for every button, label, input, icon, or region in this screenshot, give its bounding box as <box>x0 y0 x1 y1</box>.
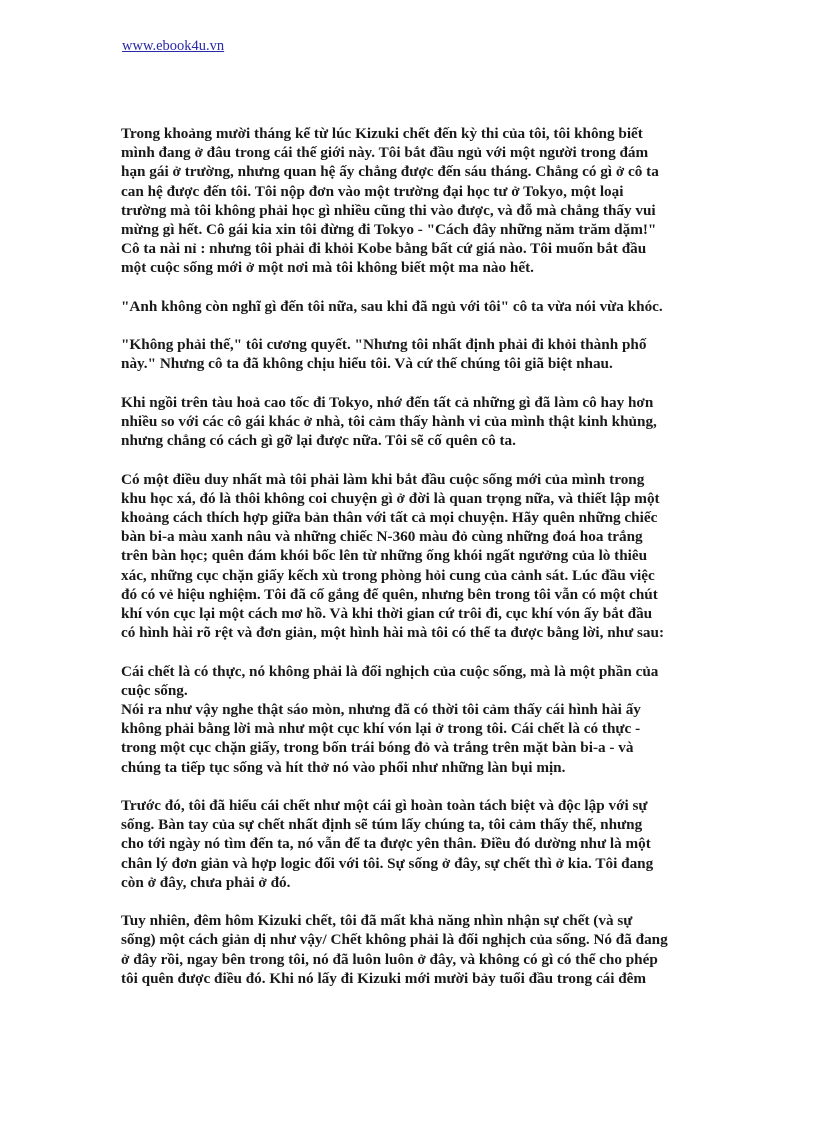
text-line: có hình hài rõ rệt và đơn giản, một hình hài mà tôi có thể ta được bằng lời, như sau: <box>121 624 665 642</box>
text-line: chúng ta tiếp tục sống và hít thở nó vào phổi như những làn bụi mịn. <box>121 758 566 776</box>
text-line: cuộc sống. <box>121 681 188 699</box>
paragraph <box>121 124 701 278</box>
text-line: cho tới ngày nó tìm đến ta, nó vẫn để ta được yên thân. Điều đó dường như là một <box>121 835 651 853</box>
text-line: còn ở đây, chưa phải ở đó. <box>121 873 291 891</box>
text-line: Có một điều duy nhất mà tôi phải làm khi bắt đầu cuộc sống mới của mình trong <box>121 470 645 488</box>
paragraph <box>121 700 701 777</box>
paragraph <box>121 470 701 643</box>
text-line: "Anh không còn nghĩ gì đến tôi nữa, sau khi đã ngủ với tôi" cô ta vừa nói vừa khóc. <box>121 297 663 315</box>
text-line: Cái chết là có thực, nó không phải là đối nghịch của cuộc sống, mà là một phần của <box>121 662 659 680</box>
text-line: Tuy nhiên, đêm hôm Kizuki chết, tôi đã mất khả năng nhìn nhận sự chết (và sự <box>121 912 633 930</box>
header-link[interactable]: www.ebook4u.vn <box>122 38 225 54</box>
text-line: này." Nhưng cô ta đã không chịu hiểu tôi. Và cứ thế chúng tôi giã biệt nhau. <box>121 355 613 373</box>
paragraph <box>121 796 701 892</box>
paragraph <box>121 662 701 700</box>
text-line: "Không phải thế," tôi cương quyết. "Nhưng tôi nhất định phải đi khỏi thành phố <box>121 336 647 354</box>
text-line: Khi ngồi trên tàu hoả cao tốc đi Tokyo, nhớ đến tất cả những gì đã làm cô hay hơn <box>121 393 654 411</box>
text-line: xác, những cục chặn giấy kếch xù trong phòng hỏi cung của cảnh sát. Lúc đầu việc <box>121 566 655 584</box>
text-line: khí vón cục lại một cách mơ hồ. Và khi thời gian cứ trôi đi, cục khí vón ấy bắt đầu <box>121 605 653 623</box>
text-line: tôi quên được điều đó. Khi nó lấy đi Kizuki mới mười bảy tuổi đầu trong cái đêm <box>121 969 647 987</box>
text-line: can hệ được đến tôi. Tôi nộp đơn vào một trường đại học tư ở Tokyo, một loại <box>121 182 624 200</box>
text-line: bàn bi-a màu xanh nâu và những chiếc N-360 màu đỏ cùng những đoá hoa trắng <box>121 528 643 546</box>
text-line: nhiều so với các cô gái khác ở nhà, tôi cảm thấy hành vi của mình thật kinh khủng, <box>121 413 657 430</box>
text-line: không phải bằng lời mà như một cục khí vón lại ở trong tôi. Cái chết là có thực - <box>121 720 641 738</box>
text-line: ở đây rồi, ngay bên trong tôi, nó đã luôn luôn ở đây, và không có gì có thể cho phép <box>121 950 658 968</box>
text-line: sống. Bàn tay của sự chết nhất định sẽ túm lấy chúng ta, tôi cảm thấy thế, nhưng <box>121 816 643 834</box>
text-line: khoảng cách thích hợp giữa bản thân với tất cả mọi chuyện. Hãy quên những chiếc <box>121 509 658 526</box>
text-line: chân lý đơn giản và hợp logic đối với tôi. Sự sống ở đây, sự chết thì ở kia. Tôi đang <box>121 854 654 872</box>
text-line: một cuộc sống mới ở một nơi mà tôi không biết một ma nào hết. <box>121 259 534 277</box>
text-line: Trong khoảng mười tháng kể từ lúc Kizuki chết đến kỳ thi của tôi, tôi không biết <box>121 125 643 142</box>
text-line: mình đang ở đâu trong cái thế giới này. Tôi bắt đầu ngủ với một người trong đám <box>121 144 649 162</box>
text-line: Cô ta nài nỉ : nhưng tôi phải đi khỏi Kobe bằng bất cứ giá nào. Tôi muốn bắt đầu <box>121 240 647 258</box>
paragraph <box>121 393 701 451</box>
text-line: nhưng chẳng có cách gì gỡ lại được nữa. Tôi sẽ cố quên cô ta. <box>121 432 516 450</box>
document-body <box>121 124 701 1007</box>
text-line: Nói ra như vậy nghe thật sáo mòn, nhưng đã có thời tôi cảm thấy cái hình hài ấy <box>121 701 641 719</box>
text-line: đó có vẻ hiệu nghiệm. Tôi đã cố gắng để quên, nhưng bên trong tôi vẫn có một chút <box>121 585 658 603</box>
text-line: hạn gái ở trường, nhưng quan hệ ấy chẳng được đến sáu tháng. Chẳng có gì ở cô ta <box>121 163 659 181</box>
text-line: trong một cục chặn giấy, trong bốn trái bóng đỏ và trắng trên mặt bàn bi-a - và <box>121 739 634 757</box>
text-line: trên bàn học; quên đám khói bốc lên từ những ống khói ngất ngưởng của lò thiêu <box>121 547 648 565</box>
paragraph <box>121 911 701 988</box>
text-line: khu học xá, đó là thôi không coi chuyện gì ở đời là quan trọng nữa, và thiết lập một <box>121 489 660 507</box>
paragraph <box>121 297 701 316</box>
text-line: mừng gì hết. Cô gái kia xin tôi đừng đi Tokyo - "Cách đây những năm trăm dặm!" <box>121 221 657 239</box>
text-line: trường mà tôi không phải học gì nhiều cũng thi vào được, và đỗ mà chẳng thấy vui <box>121 201 656 219</box>
paragraph <box>121 335 701 373</box>
text-line: Trước đó, tôi đã hiểu cái chết như một cái gì hoàn toàn tách biệt và độc lập với sự <box>121 797 648 815</box>
text-line: sống) một cách giản dị như vậy/ Chết không phải là đối nghịch của sống. Nó đã đang <box>121 931 668 949</box>
